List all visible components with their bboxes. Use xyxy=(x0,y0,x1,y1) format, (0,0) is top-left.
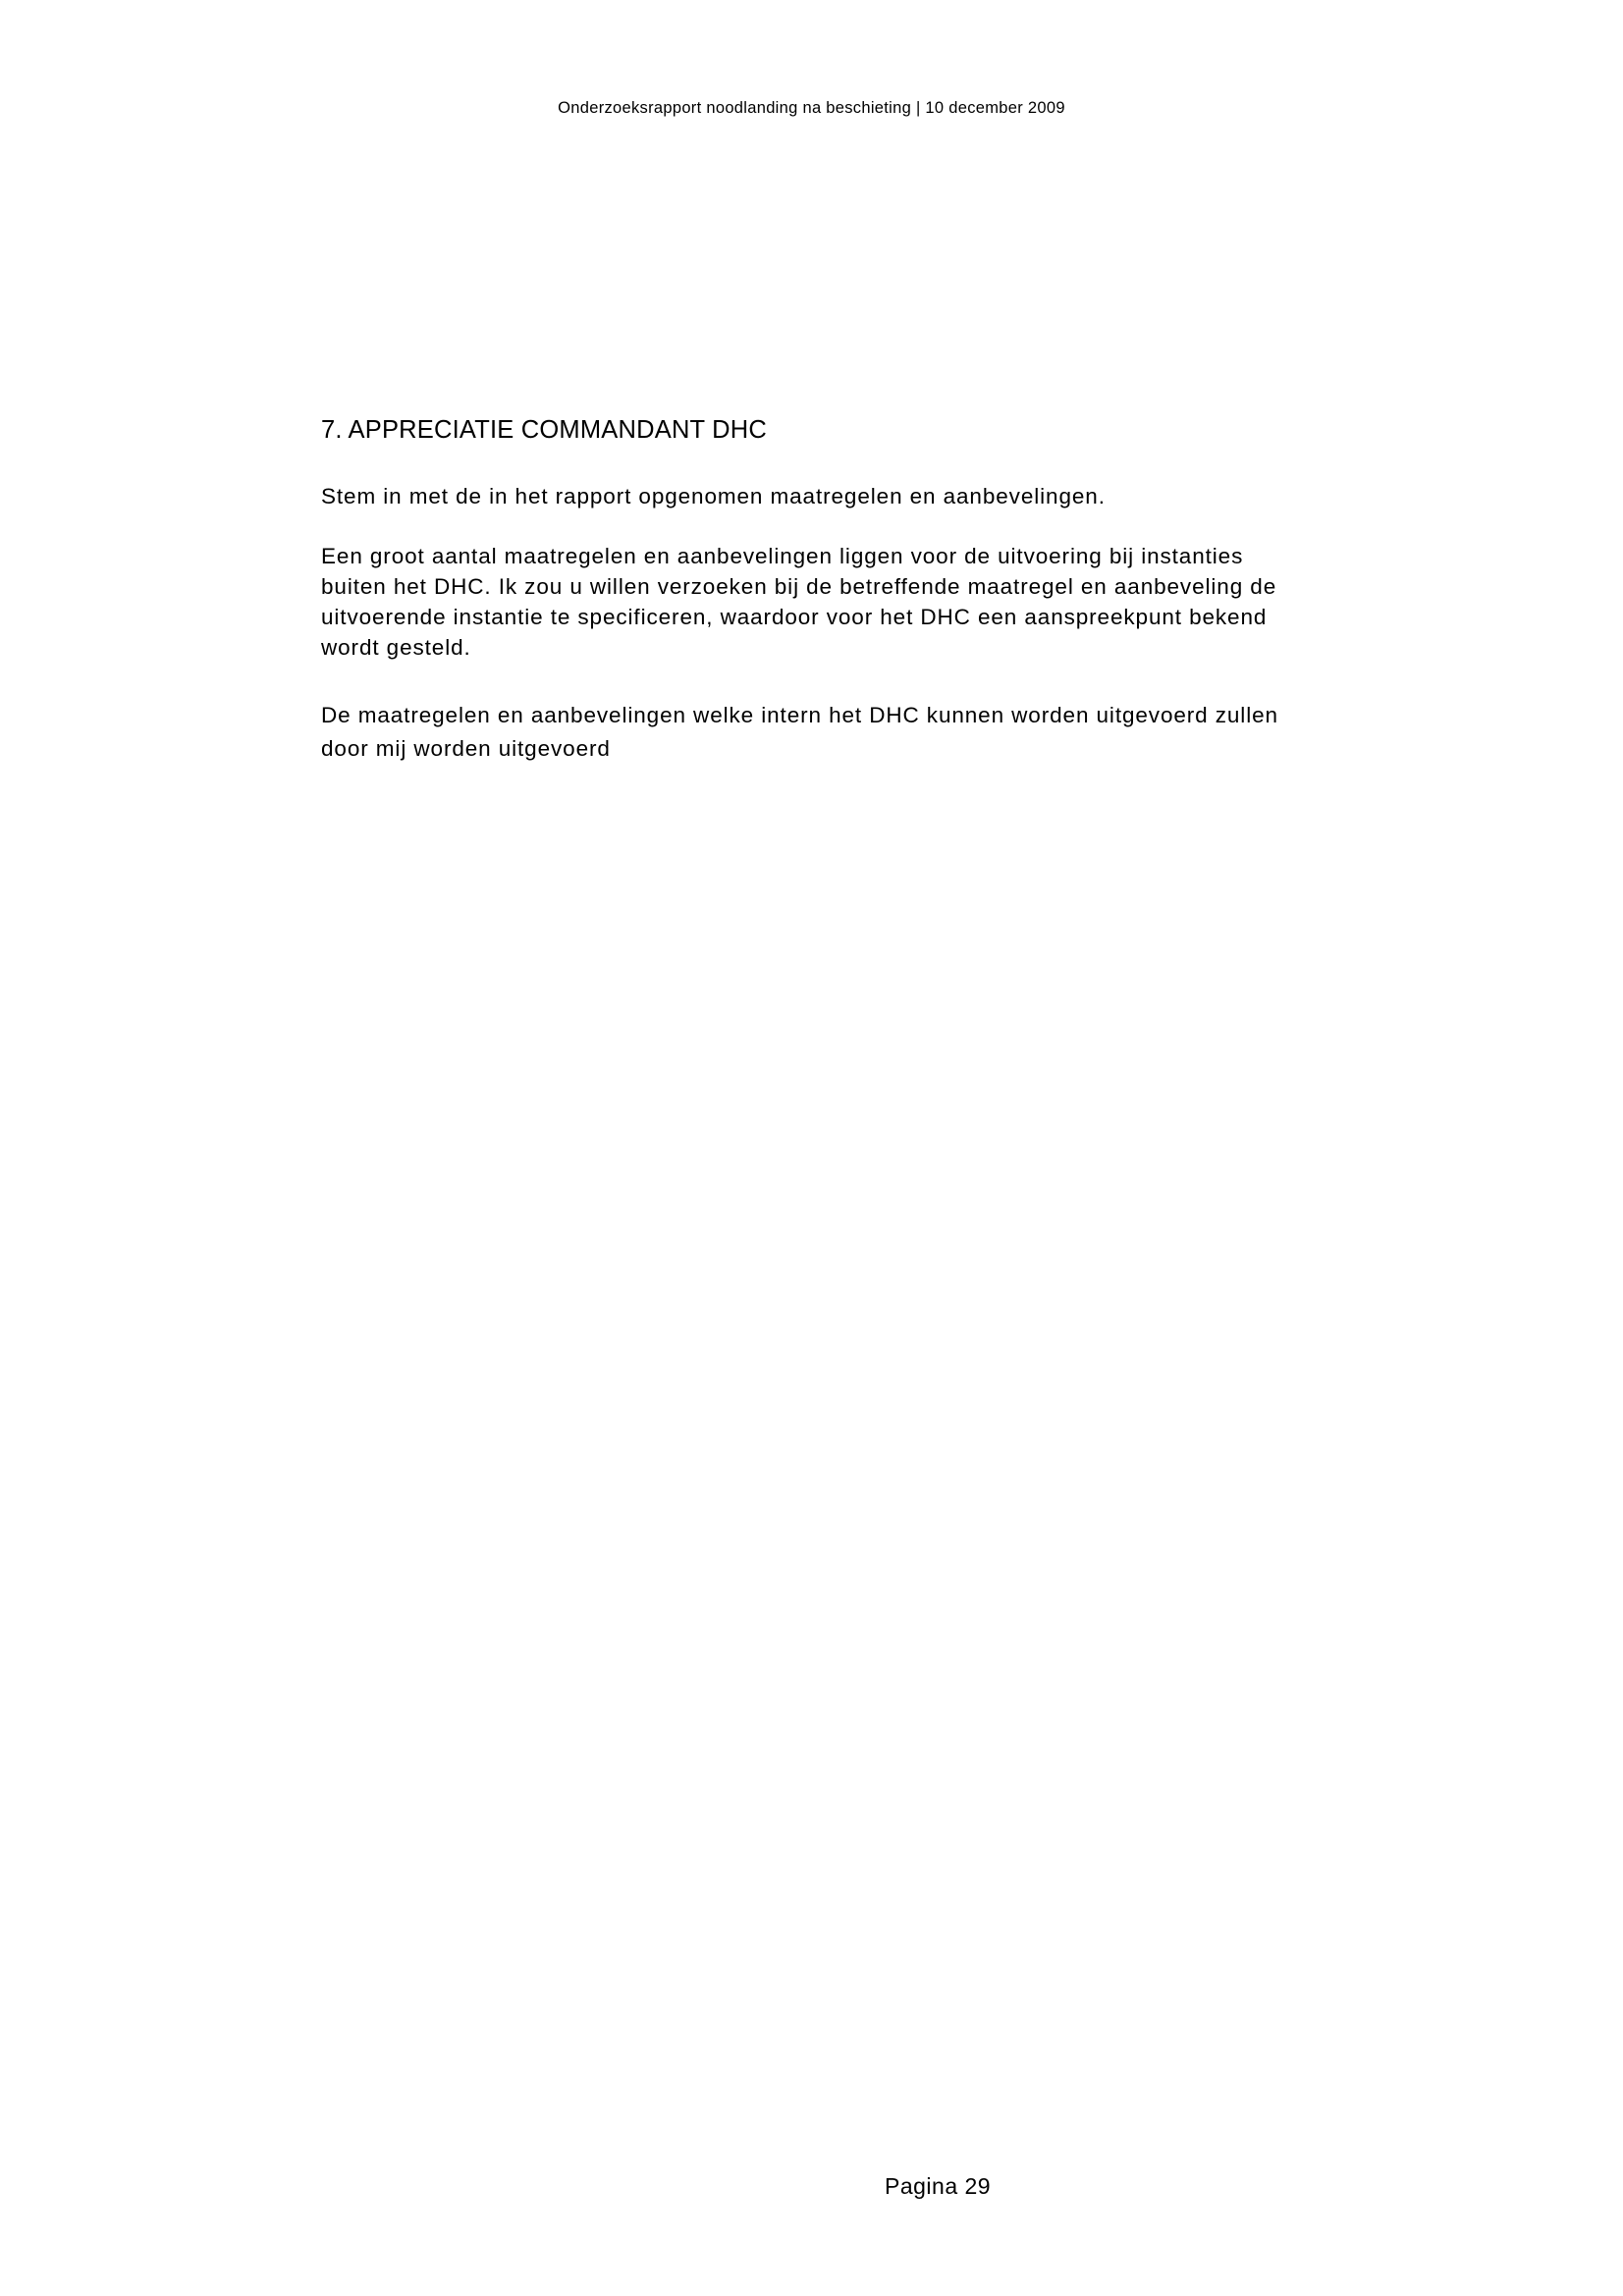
paragraph-line: Stem in met de in het rapport opgenomen maatregelen en aanbevelingen. xyxy=(321,484,1106,508)
paragraph-line: buiten het DHC. Ik zou u willen verzoeken bij de betreffende maatregel en aanbeveling de xyxy=(321,574,1277,599)
paragraph-request xyxy=(321,541,1465,663)
section-content xyxy=(321,413,1465,766)
paragraph-line: Een groot aantal maatregelen en aanbevelingen liggen voor de uitvoering bij instanties xyxy=(321,544,1244,568)
paragraph-internal-measures xyxy=(321,699,1465,766)
paragraph-line: wordt gesteld. xyxy=(321,635,471,660)
paragraph-line: door mij worden uitgevoerd xyxy=(321,736,611,761)
page-number: Pagina 29 xyxy=(885,2173,992,2199)
paragraph-line: De maatregelen en aanbevelingen welke intern het DHC kunnen worden uitgevoerd zullen xyxy=(321,703,1278,727)
running-header: Onderzoeksrapport noodlanding na beschieting | 10 december 2009 xyxy=(558,99,1065,117)
section-title: 7. APPRECIATIE COMMANDANT DHC xyxy=(321,416,768,444)
paragraph-agreement xyxy=(321,481,1465,511)
paragraph-line: uitvoerende instantie te specificeren, waardoor voor het DHC een aanspreekpunt bekend xyxy=(321,605,1268,629)
